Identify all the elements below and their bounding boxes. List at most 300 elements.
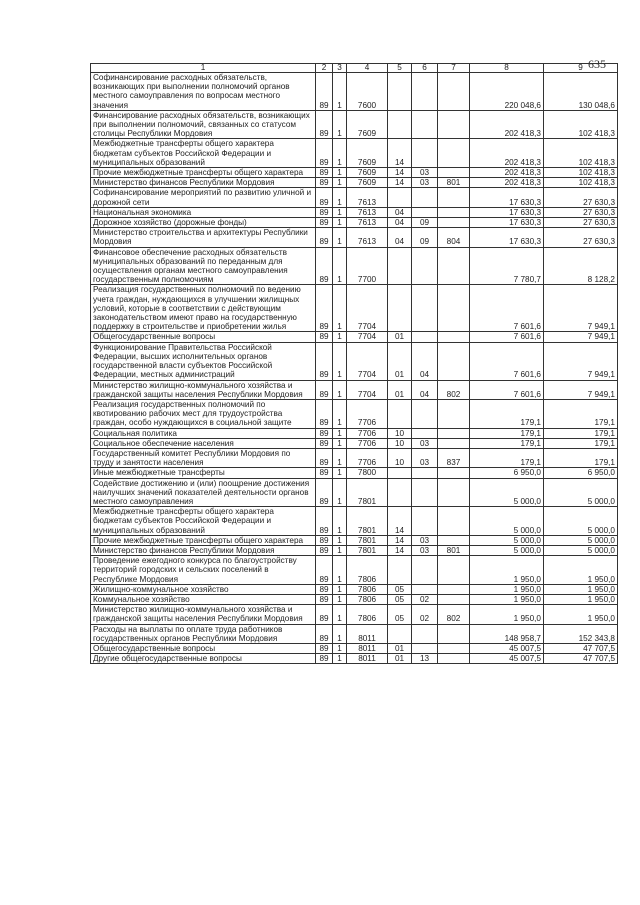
table-cell-year2-col: 7 949,1 [544, 285, 618, 332]
table-cell-year1-col: 45 007,5 [470, 654, 544, 664]
table-cell-section-col: 89 [316, 178, 333, 188]
table-cell-name-col: Софинансирование расходных обязательств, возникающих при выполнении полномочий органов местного самоуправления по вопросам местного значения [91, 73, 316, 111]
table-cell-year1-col: 1 950,0 [470, 594, 544, 604]
table-row [91, 188, 618, 207]
page-number: 635 [588, 57, 606, 71]
table-cell-division-col: 04 [388, 207, 412, 217]
table-cell-division-col: 14 [388, 139, 412, 168]
table-cell-item-col: 8011 [347, 643, 388, 653]
table-cell-ministry-col [438, 556, 470, 585]
table-cell-year2-col: 179,1 [544, 399, 618, 428]
table-cell-year1-col: 5 000,0 [470, 535, 544, 545]
column-header-name-col: 1 [91, 64, 316, 73]
table-cell-year1-col: 179,1 [470, 428, 544, 438]
table-row [91, 342, 618, 380]
table-cell-subdivision-col [412, 468, 438, 478]
table-cell-year1-col: 17 630,3 [470, 188, 544, 207]
table-cell-division-col [388, 73, 412, 111]
table-cell-section-col: 89 [316, 332, 333, 342]
table-cell-subsection-col: 1 [333, 247, 347, 285]
table-cell-ministry-col: 804 [438, 228, 470, 247]
table-cell-subdivision-col [412, 332, 438, 342]
table-cell-name-col: Межбюджетные трансферты общего характера бюджетам субъектов Российской Федерации и муниципальных образований [91, 139, 316, 168]
table-cell-ministry-col [438, 468, 470, 478]
table-cell-ministry-col: 801 [438, 545, 470, 555]
table-cell-name-col: Проведение ежегодного конкурса по благоустройству территорий городских и сельских поселений в Республике Мордовия [91, 556, 316, 585]
table-cell-year2-col: 102 418,3 [544, 110, 618, 139]
table-cell-ministry-col [438, 285, 470, 332]
table-cell-ministry-col [438, 478, 470, 507]
table-cell-ministry-col: 837 [438, 448, 470, 467]
table-cell-section-col: 89 [316, 643, 333, 653]
table-cell-subdivision-col [412, 247, 438, 285]
table-cell-item-col: 7706 [347, 448, 388, 467]
table-cell-subdivision-col: 04 [412, 342, 438, 380]
table-cell-subsection-col: 1 [333, 545, 347, 555]
table-cell-year2-col: 102 418,3 [544, 178, 618, 188]
table-cell-division-col: 14 [388, 178, 412, 188]
table-cell-name-col: Министерство финансов Республики Мордовия [91, 545, 316, 555]
table-cell-name-col: Коммунальное хозяйство [91, 594, 316, 604]
column-header-subdivision-col: 6 [412, 64, 438, 73]
table-cell-year2-col: 102 418,3 [544, 168, 618, 178]
table-cell-subdivision-col: 04 [412, 380, 438, 399]
table-cell-item-col: 7806 [347, 584, 388, 594]
table-cell-year1-col: 5 000,0 [470, 478, 544, 507]
table-row [91, 228, 618, 247]
table-row [91, 468, 618, 478]
table-cell-section-col: 89 [316, 207, 333, 217]
table-cell-division-col [388, 399, 412, 428]
table-cell-subsection-col: 1 [333, 228, 347, 247]
table-cell-year1-col: 5 000,0 [470, 507, 544, 536]
table-cell-name-col: Министерство жилищно-коммунального хозяйства и гражданской защиты населения Республики Мордовия [91, 605, 316, 624]
table-cell-item-col: 7600 [347, 73, 388, 111]
table-cell-year1-col: 1 950,0 [470, 605, 544, 624]
table-cell-subsection-col: 1 [333, 584, 347, 594]
table-cell-name-col: Финансовое обеспечение расходных обязательств муниципальных образований по переданным для осуществления органам местного самоуправления государственным полномочиям [91, 247, 316, 285]
table-cell-subdivision-col [412, 399, 438, 428]
table-row [91, 643, 618, 653]
table-cell-ministry-col [438, 332, 470, 342]
table-row [91, 207, 618, 217]
table-cell-year2-col: 102 418,3 [544, 139, 618, 168]
table-cell-division-col: 01 [388, 654, 412, 664]
table-cell-division-col: 01 [388, 342, 412, 380]
table-cell-subsection-col: 1 [333, 468, 347, 478]
table-cell-year1-col: 179,1 [470, 438, 544, 448]
table-cell-ministry-col [438, 507, 470, 536]
table-cell-division-col: 14 [388, 507, 412, 536]
table-cell-division-col [388, 478, 412, 507]
table-cell-year1-col: 179,1 [470, 399, 544, 428]
table-cell-section-col: 89 [316, 428, 333, 438]
table-cell-item-col: 7801 [347, 545, 388, 555]
table-cell-year2-col: 47 707,5 [544, 654, 618, 664]
table-cell-item-col: 7613 [347, 207, 388, 217]
table-cell-name-col: Общегосударственные вопросы [91, 643, 316, 653]
table-cell-subsection-col: 1 [333, 507, 347, 536]
table-cell-division-col: 05 [388, 584, 412, 594]
table-cell-year1-col: 5 000,0 [470, 545, 544, 555]
column-header-section-col: 2 [316, 64, 333, 73]
table-cell-name-col: Дорожное хозяйство (дорожные фонды) [91, 218, 316, 228]
table-cell-subsection-col: 1 [333, 399, 347, 428]
table-cell-subsection-col: 1 [333, 624, 347, 643]
table-cell-division-col [388, 556, 412, 585]
table-row [91, 545, 618, 555]
column-header-subsection-col: 3 [333, 64, 347, 73]
table-cell-ministry-col [438, 584, 470, 594]
table-body [91, 64, 618, 664]
table-cell-year2-col: 6 950,0 [544, 468, 618, 478]
table-row [91, 507, 618, 536]
table-cell-subsection-col: 1 [333, 605, 347, 624]
table-cell-name-col: Государственный комитет Республики Мордовия по труду и занятости населения [91, 448, 316, 467]
table-cell-item-col: 7613 [347, 228, 388, 247]
table-cell-section-col: 89 [316, 654, 333, 664]
table-cell-ministry-col [438, 654, 470, 664]
column-header-year1-col: 8 [470, 64, 544, 73]
table-cell-ministry-col [438, 342, 470, 380]
table-row [91, 380, 618, 399]
table-row [91, 556, 618, 585]
table-cell-year2-col: 179,1 [544, 448, 618, 467]
table-cell-subsection-col: 1 [333, 478, 347, 507]
table-row [91, 428, 618, 438]
table-cell-item-col: 7806 [347, 594, 388, 604]
table-cell-section-col: 89 [316, 438, 333, 448]
table-cell-name-col: Прочие межбюджетные трансферты общего характера [91, 168, 316, 178]
table-cell-subdivision-col: 13 [412, 654, 438, 664]
table-cell-item-col: 8011 [347, 624, 388, 643]
table-row [91, 448, 618, 467]
table-cell-section-col: 89 [316, 624, 333, 643]
table-cell-year1-col: 6 950,0 [470, 468, 544, 478]
table-row [91, 654, 618, 664]
table-cell-year2-col: 1 950,0 [544, 605, 618, 624]
table-cell-year1-col: 202 418,3 [470, 178, 544, 188]
table-cell-name-col: Другие общегосударственные вопросы [91, 654, 316, 664]
table-cell-division-col: 10 [388, 448, 412, 467]
table-cell-section-col: 89 [316, 594, 333, 604]
table-cell-year2-col: 27 630,3 [544, 228, 618, 247]
table-cell-year2-col: 5 000,0 [544, 535, 618, 545]
table-cell-section-col: 89 [316, 188, 333, 207]
table-cell-name-col: Министерство финансов Республики Мордовия [91, 178, 316, 188]
table-cell-item-col: 7801 [347, 478, 388, 507]
table-cell-division-col [388, 188, 412, 207]
table-cell-ministry-col [438, 188, 470, 207]
table-cell-ministry-col [438, 139, 470, 168]
table-cell-subsection-col: 1 [333, 556, 347, 585]
table-cell-subdivision-col: 03 [412, 535, 438, 545]
table-cell-subsection-col: 1 [333, 332, 347, 342]
table-cell-year1-col: 202 418,3 [470, 110, 544, 139]
table-cell-item-col: 7704 [347, 380, 388, 399]
table-cell-section-col: 89 [316, 285, 333, 332]
column-header-division-col: 5 [388, 64, 412, 73]
table-cell-year1-col: 17 630,3 [470, 228, 544, 247]
table-cell-ministry-col [438, 399, 470, 428]
table-row [91, 624, 618, 643]
table-row [91, 438, 618, 448]
table-cell-subdivision-col [412, 110, 438, 139]
table-row [91, 247, 618, 285]
table-cell-subdivision-col [412, 285, 438, 332]
table-cell-name-col: Софинансирование мероприятий по развитию уличной и дорожной сети [91, 188, 316, 207]
table-cell-name-col: Иные межбюджетные трансферты [91, 468, 316, 478]
table-cell-ministry-col: 802 [438, 380, 470, 399]
table-cell-section-col: 89 [316, 605, 333, 624]
table-cell-name-col: Национальная экономика [91, 207, 316, 217]
table-cell-ministry-col [438, 73, 470, 111]
table-row [91, 332, 618, 342]
table-cell-year1-col: 1 950,0 [470, 556, 544, 585]
table-cell-name-col: Социальная политика [91, 428, 316, 438]
table-row [91, 285, 618, 332]
table-cell-subsection-col: 1 [333, 285, 347, 332]
table-cell-name-col: Социальное обеспечение населения [91, 438, 316, 448]
table-cell-ministry-col [438, 624, 470, 643]
table-cell-section-col: 89 [316, 342, 333, 380]
table-cell-section-col: 89 [316, 73, 333, 111]
table-cell-subdivision-col [412, 207, 438, 217]
table-cell-ministry-col [438, 428, 470, 438]
table-cell-item-col: 7700 [347, 247, 388, 285]
table-row [91, 139, 618, 168]
table-cell-item-col: 7613 [347, 218, 388, 228]
table-cell-division-col [388, 468, 412, 478]
table-cell-subdivision-col: 03 [412, 168, 438, 178]
table-cell-year1-col: 148 958,7 [470, 624, 544, 643]
table-cell-subsection-col: 1 [333, 428, 347, 438]
table-cell-ministry-col [438, 643, 470, 653]
table-cell-division-col: 01 [388, 332, 412, 342]
table-cell-subdivision-col [412, 73, 438, 111]
table-cell-year1-col: 17 630,3 [470, 207, 544, 217]
table-cell-section-col: 89 [316, 139, 333, 168]
table-cell-year1-col: 202 418,3 [470, 168, 544, 178]
budget-table [90, 63, 618, 664]
table-cell-subsection-col: 1 [333, 207, 347, 217]
table-cell-item-col: 7706 [347, 399, 388, 428]
column-header-year2-col: 9 [544, 64, 618, 73]
table-row [91, 178, 618, 188]
table-cell-section-col: 89 [316, 247, 333, 285]
table-cell-year1-col: 7 601,6 [470, 380, 544, 399]
table-cell-year2-col: 5 000,0 [544, 545, 618, 555]
table-cell-item-col: 7609 [347, 110, 388, 139]
table-cell-name-col: Межбюджетные трансферты общего характера бюджетам субъектов Российской Федерации и муниципальных образований [91, 507, 316, 536]
table-cell-item-col: 7609 [347, 139, 388, 168]
table-row [91, 605, 618, 624]
table-cell-subdivision-col [412, 584, 438, 594]
table-cell-item-col: 7801 [347, 507, 388, 536]
table-cell-year1-col: 220 048,6 [470, 73, 544, 111]
table-cell-year2-col: 7 949,1 [544, 380, 618, 399]
table-row [91, 399, 618, 428]
table-cell-subdivision-col [412, 139, 438, 168]
table-cell-subdivision-col: 02 [412, 605, 438, 624]
table-cell-section-col: 89 [316, 468, 333, 478]
table-cell-section-col: 89 [316, 507, 333, 536]
table-cell-division-col [388, 247, 412, 285]
table-cell-ministry-col [438, 207, 470, 217]
table-cell-name-col: Финансирование расходных обязательств, возникающих при выполнении полномочий, связанных со статусом столицы Республики Мордовия [91, 110, 316, 139]
table-cell-ministry-col [438, 535, 470, 545]
table-cell-section-col: 89 [316, 478, 333, 507]
table-cell-name-col: Реализация государственных полномочий по ведению учета граждан, нуждающихся в улучшении жилищных условий, которые в соответствии с действующим законодательством имеют право на государственную поддержку в строительстве и приобретении жилья [91, 285, 316, 332]
table-row [91, 584, 618, 594]
table-cell-subdivision-col [412, 643, 438, 653]
table-cell-section-col: 89 [316, 168, 333, 178]
table-cell-subdivision-col: 03 [412, 178, 438, 188]
table-cell-item-col: 7706 [347, 438, 388, 448]
table-row [91, 110, 618, 139]
table-cell-subdivision-col: 03 [412, 545, 438, 555]
table-cell-year2-col: 179,1 [544, 428, 618, 438]
table-cell-subdivision-col: 09 [412, 218, 438, 228]
table-cell-name-col: Реализация государственных полномочий по квотированию рабочих мест для трудоустройства граждан, особо нуждающихся в социальной защите [91, 399, 316, 428]
table-cell-item-col: 8011 [347, 654, 388, 664]
table-cell-section-col: 89 [316, 535, 333, 545]
table-cell-section-col: 89 [316, 218, 333, 228]
table-cell-year2-col: 5 000,0 [544, 507, 618, 536]
table-cell-year2-col: 7 949,1 [544, 332, 618, 342]
table-cell-name-col: Министерство жилищно-коммунального хозяйства и гражданской защиты населения Республики Мордовия [91, 380, 316, 399]
table-cell-division-col: 04 [388, 228, 412, 247]
table-cell-subsection-col: 1 [333, 168, 347, 178]
table-cell-year2-col: 27 630,3 [544, 188, 618, 207]
table-cell-item-col: 7704 [347, 332, 388, 342]
table-cell-subdivision-col [412, 428, 438, 438]
table-cell-year2-col: 27 630,3 [544, 218, 618, 228]
table-cell-ministry-col [438, 110, 470, 139]
column-header-item-col: 4 [347, 64, 388, 73]
table-cell-division-col [388, 110, 412, 139]
table-row [91, 168, 618, 178]
table-row [91, 478, 618, 507]
table-cell-subsection-col: 1 [333, 594, 347, 604]
table-cell-division-col [388, 285, 412, 332]
table-cell-subdivision-col [412, 624, 438, 643]
table-cell-year1-col: 1 950,0 [470, 584, 544, 594]
table-cell-ministry-col [438, 168, 470, 178]
table-cell-section-col: 89 [316, 545, 333, 555]
table-cell-ministry-col [438, 247, 470, 285]
table-cell-division-col: 04 [388, 218, 412, 228]
table-row [91, 73, 618, 111]
table-cell-name-col: Жилищно-коммунальное хозяйство [91, 584, 316, 594]
table-cell-year1-col: 202 418,3 [470, 139, 544, 168]
table-cell-name-col: Министерство строительства и архитектуры Республики Мордовия [91, 228, 316, 247]
table-cell-year1-col: 7 601,6 [470, 342, 544, 380]
table-cell-name-col: Расходы на выплаты по оплате труда работников государственных органов Республики Мордовия [91, 624, 316, 643]
table-cell-item-col: 7609 [347, 168, 388, 178]
table-cell-year2-col: 8 128,2 [544, 247, 618, 285]
table-cell-year2-col: 47 707,5 [544, 643, 618, 653]
table-cell-year2-col: 1 950,0 [544, 556, 618, 585]
table-cell-item-col: 7704 [347, 342, 388, 380]
table-cell-division-col: 01 [388, 643, 412, 653]
table-cell-subsection-col: 1 [333, 448, 347, 467]
table-cell-division-col: 01 [388, 380, 412, 399]
table-cell-year2-col: 130 048,6 [544, 73, 618, 111]
table-cell-year2-col: 1 950,0 [544, 584, 618, 594]
table-cell-subsection-col: 1 [333, 139, 347, 168]
table-cell-subsection-col: 1 [333, 380, 347, 399]
table-cell-subdivision-col: 02 [412, 594, 438, 604]
table-cell-item-col: 7806 [347, 556, 388, 585]
table-cell-division-col: 05 [388, 594, 412, 604]
table-cell-item-col: 7806 [347, 605, 388, 624]
table-cell-item-col: 7706 [347, 428, 388, 438]
table-cell-division-col [388, 624, 412, 643]
table-cell-ministry-col [438, 594, 470, 604]
table-row [91, 594, 618, 604]
table-cell-subdivision-col: 09 [412, 228, 438, 247]
table-cell-name-col: Прочие межбюджетные трансферты общего характера [91, 535, 316, 545]
table-row [91, 535, 618, 545]
table-cell-subdivision-col [412, 478, 438, 507]
table-cell-section-col: 89 [316, 448, 333, 467]
table-cell-item-col: 7609 [347, 178, 388, 188]
table-cell-item-col: 7800 [347, 468, 388, 478]
table-cell-section-col: 89 [316, 228, 333, 247]
table-cell-ministry-col: 801 [438, 178, 470, 188]
table-cell-subsection-col: 1 [333, 535, 347, 545]
table-cell-year2-col: 7 949,1 [544, 342, 618, 380]
table-cell-division-col: 14 [388, 168, 412, 178]
table-cell-subsection-col: 1 [333, 218, 347, 228]
table-cell-subsection-col: 1 [333, 438, 347, 448]
table-header-row [91, 64, 618, 73]
table-cell-item-col: 7704 [347, 285, 388, 332]
table-cell-year1-col: 179,1 [470, 448, 544, 467]
table-cell-item-col: 7801 [347, 535, 388, 545]
table-cell-year2-col: 27 630,3 [544, 207, 618, 217]
table-cell-section-col: 89 [316, 556, 333, 585]
table-cell-section-col: 89 [316, 399, 333, 428]
table-cell-subsection-col: 1 [333, 73, 347, 111]
table-cell-division-col: 14 [388, 545, 412, 555]
table-cell-subsection-col: 1 [333, 110, 347, 139]
table-cell-section-col: 89 [316, 584, 333, 594]
table-cell-division-col: 05 [388, 605, 412, 624]
table-cell-division-col: 10 [388, 438, 412, 448]
table-cell-section-col: 89 [316, 110, 333, 139]
table-cell-subdivision-col: 03 [412, 438, 438, 448]
table-cell-year1-col: 7 780,7 [470, 247, 544, 285]
table-cell-ministry-col: 802 [438, 605, 470, 624]
table-cell-subsection-col: 1 [333, 188, 347, 207]
table-row [91, 218, 618, 228]
table-cell-subsection-col: 1 [333, 342, 347, 380]
column-header-ministry-col: 7 [438, 64, 470, 73]
table-cell-year1-col: 45 007,5 [470, 643, 544, 653]
table-cell-subdivision-col [412, 507, 438, 536]
table-cell-subsection-col: 1 [333, 643, 347, 653]
table-cell-subdivision-col [412, 188, 438, 207]
table-cell-subdivision-col [412, 556, 438, 585]
table-cell-year2-col: 179,1 [544, 438, 618, 448]
table-cell-year1-col: 7 601,6 [470, 332, 544, 342]
table-cell-year1-col: 17 630,3 [470, 218, 544, 228]
table-cell-year2-col: 5 000,0 [544, 478, 618, 507]
table-cell-ministry-col [438, 438, 470, 448]
table-cell-name-col: Общегосударственные вопросы [91, 332, 316, 342]
